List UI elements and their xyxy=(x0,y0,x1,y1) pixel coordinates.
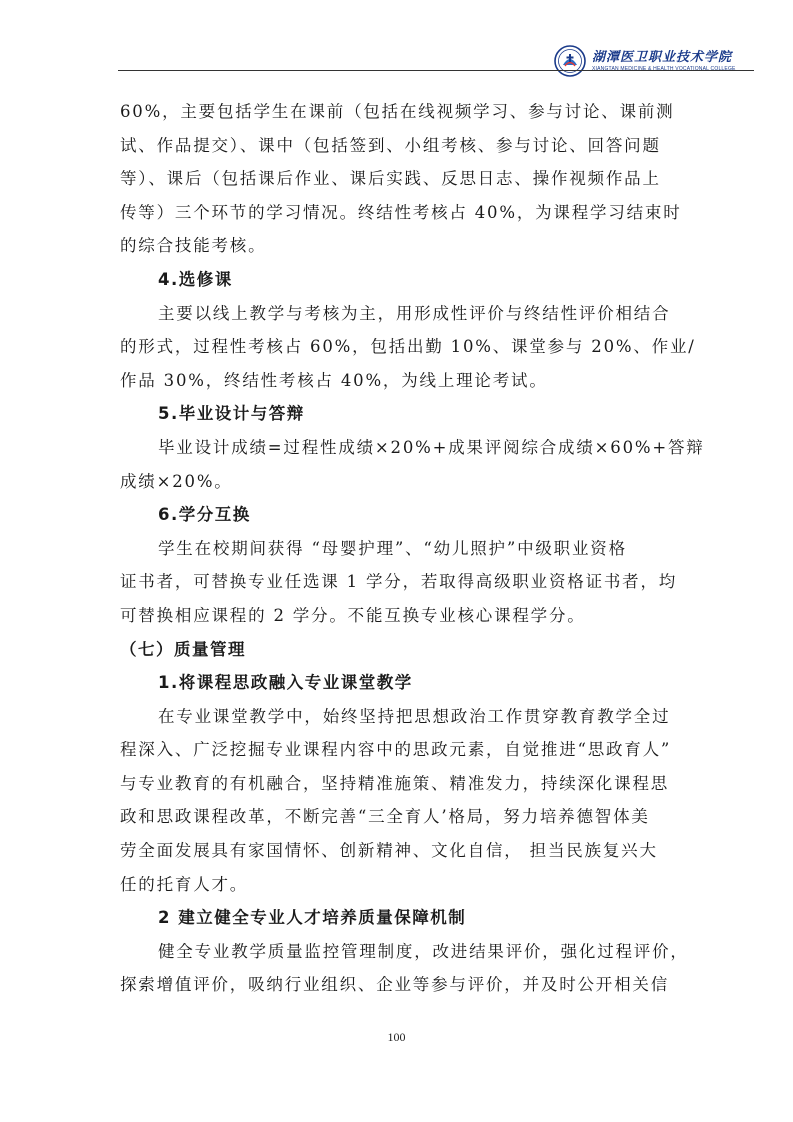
text-line: 与专业教育的有机融合，坚持精准施策、精准发力，持续深化课程思 xyxy=(120,773,669,793)
text-line: 作品 30%，终结性考核占 40%，为线上理论考试。 xyxy=(120,370,548,390)
text-line: 健全专业教学质量监控管理制度，改进结果评价，强化过程评价， xyxy=(158,941,689,961)
chapter-heading-quality-management: （七）质量管理 xyxy=(120,639,246,659)
section-heading-quality-assurance: 2 建立健全专业人才培养质量保障机制 xyxy=(158,908,467,928)
text-line: 的综合技能考核。 xyxy=(120,236,267,256)
text-line: 传等）三个环节的学习情况。终结性考核占 40%，为课程学习结束时 xyxy=(120,202,682,222)
text-line: 试、作品提交）、课中（包括签到、小组考核、参与讨论、回答问题 xyxy=(120,135,661,155)
school-emblem-icon xyxy=(554,45,586,77)
text-line: 可替换相应课程的 2 学分。不能互换专业核心课程学分。 xyxy=(120,605,586,625)
text-line: 政和思政课程改革，不断完善“三全育人’格局，努力培养德智体美 xyxy=(120,807,650,827)
school-name-en: XIANGTAN MEDICINE & HEALTH VOCATIONAL COLLEGE xyxy=(592,65,736,72)
section-heading-ideological-courses: 1.将课程思政融入专业课堂教学 xyxy=(158,673,413,693)
header-logo xyxy=(554,44,754,78)
text-line: 成绩×20%。 xyxy=(120,471,233,491)
text-line: 劳全面发展具有家国情怀、创新精神、文化自信， 担当民族复兴大 xyxy=(120,841,658,861)
text-line: 学生在校期间获得 “母婴护理”、“幼儿照护”中级职业资格 xyxy=(158,538,627,558)
header-rule xyxy=(118,70,754,71)
text-line: 任的托育人才。 xyxy=(120,874,249,894)
text-line: 程深入、广泛挖掘专业课程内容中的思政元素，自觉推进“思政育人” xyxy=(120,740,672,760)
school-name-cn: 湖潭医卫职业技术学院 xyxy=(592,49,733,65)
text-line: 探索增值评价，吸纳行业组织、企业等参与评价，并及时公开相关信 xyxy=(120,975,669,995)
text-line: 等）、课后（包括课后作业、课后实践、反思日志、操作视频作品上 xyxy=(120,169,661,189)
text-line: 毕业设计成绩=过程性成绩×20%+成果评阅综合成绩×60%+答辩 xyxy=(158,437,705,457)
text-line: 证书者，可替换专业任选课 1 学分，若取得高级职业资格证书者，均 xyxy=(120,572,678,592)
text-line: 60%，主要包括学生在课前（包括在线视频学习、参与讨论、课前测 xyxy=(120,102,675,121)
text-line: 的形式，过程性考核占 60%，包括出勤 10%、课堂参与 20%、作业/ xyxy=(120,337,696,357)
text-line: 主要以线上教学与考核为主，用形成性评价与终结性评价相结合 xyxy=(158,303,671,323)
text-line: 在专业课堂教学中，始终坚持把思想政治工作贯穿教育教学全过 xyxy=(158,706,671,726)
section-heading-credit-exchange: 6.学分互换 xyxy=(158,505,251,525)
page-number: 100 xyxy=(387,1030,406,1044)
section-heading-graduation-design: 5.毕业设计与答辩 xyxy=(158,404,305,424)
section-heading-elective: 4.选修课 xyxy=(158,269,233,289)
document-body xyxy=(120,95,705,1002)
